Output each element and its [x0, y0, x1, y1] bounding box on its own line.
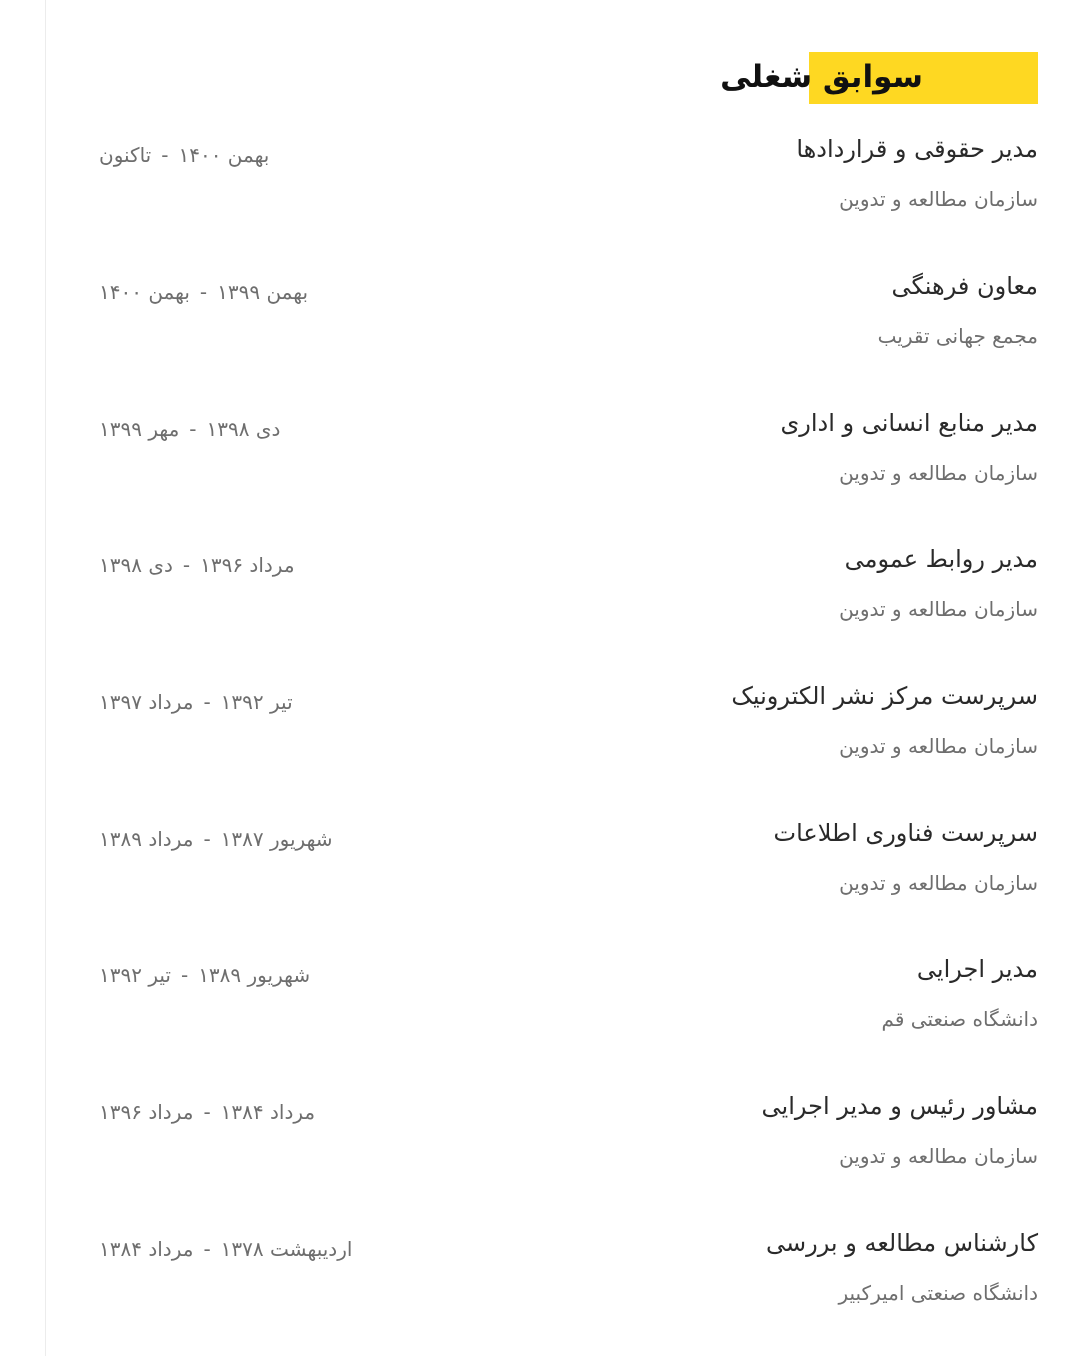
job-organization: مجمع جهانی تقریب: [877, 324, 1038, 348]
date-separator: -: [203, 1100, 211, 1124]
date-separator: -: [203, 690, 211, 714]
job-title: سرپرست مرکز نشر الکترونیک: [731, 682, 1038, 710]
job-entry: [0, 1226, 1067, 1346]
job-organization: دانشگاه صنعتی قم: [881, 1007, 1038, 1031]
section-title: سوابق شغلی: [720, 59, 923, 95]
job-organization: سازمان مطالعه و تدوین: [839, 1144, 1038, 1168]
job-date-range: [99, 550, 295, 580]
date-separator: -: [180, 963, 189, 987]
job-start-date: بهمن ۱۳۹۹: [217, 280, 309, 304]
job-start-date: شهریور ۱۳۸۹: [198, 963, 311, 987]
job-organization: سازمان مطالعه و تدوین: [839, 871, 1038, 895]
job-title: مدیر حقوقی و قراردادها: [796, 135, 1038, 163]
job-organization: سازمان مطالعه و تدوین: [839, 734, 1038, 758]
job-start-date: مرداد ۱۳۹۶: [200, 553, 295, 577]
job-start-date: دی ۱۳۹۸: [206, 417, 281, 441]
job-title: مدیر روابط عمومی: [844, 545, 1038, 573]
job-end-date: مرداد ۱۳۹۷: [99, 690, 194, 714]
job-date-range: [99, 1097, 315, 1127]
job-organization: سازمان مطالعه و تدوین: [839, 461, 1038, 485]
job-date-range: [99, 687, 293, 717]
job-start-date: تیر ۱۳۹۲: [220, 690, 293, 714]
job-title: مشاور رئیس و مدیر اجرایی: [761, 1092, 1038, 1120]
job-end-date: بهمن ۱۴۰۰: [99, 280, 190, 304]
job-title: سرپرست فناوری اطلاعات: [773, 819, 1038, 847]
job-title: کارشناس مطالعه و بررسی: [765, 1229, 1038, 1257]
job-entry: [0, 269, 1067, 389]
job-start-date: بهمن ۱۴۰۰: [178, 143, 270, 167]
job-date-range: [99, 960, 310, 990]
job-start-date: مرداد ۱۳۸۴: [220, 1100, 316, 1124]
job-end-date: مرداد ۱۳۸۴: [99, 1237, 194, 1261]
job-entry: [0, 406, 1067, 526]
date-separator: -: [199, 280, 208, 304]
date-separator: -: [203, 1237, 211, 1261]
date-separator: -: [161, 143, 169, 167]
job-end-date: مرداد ۱۳۸۹: [99, 827, 194, 851]
job-organization: سازمان مطالعه و تدوین: [839, 597, 1038, 621]
job-organization: دانشگاه صنعتی امیرکبیر: [838, 1281, 1038, 1305]
job-date-range: [99, 140, 269, 170]
job-title: مدیر اجرایی: [916, 955, 1038, 983]
job-end-date: مهر ۱۳۹۹: [99, 417, 180, 441]
date-separator: -: [189, 417, 197, 441]
job-title: معاون فرهنگی: [891, 272, 1038, 300]
section-header: [718, 52, 1038, 104]
job-date-range: [99, 824, 333, 854]
job-date-range: [99, 414, 280, 444]
job-start-date: اردیبهشت ۱۳۷۸: [220, 1237, 353, 1261]
job-end-date: دی ۱۳۹۸: [99, 553, 173, 577]
job-date-range: [99, 277, 308, 307]
job-end-date: مرداد ۱۳۹۶: [99, 1100, 194, 1124]
job-entry: [0, 132, 1067, 252]
job-date-range: [99, 1234, 352, 1264]
job-title: مدیر منابع انسانی و اداری: [780, 409, 1038, 437]
job-entry: [0, 816, 1067, 936]
job-organization: سازمان مطالعه و تدوین: [839, 187, 1038, 211]
job-entry: [0, 952, 1067, 1072]
date-separator: -: [203, 827, 211, 851]
job-start-date: شهریور ۱۳۸۷: [220, 827, 333, 851]
date-separator: -: [182, 553, 191, 577]
job-end-date: تاکنون: [99, 143, 152, 167]
job-entry: [0, 1089, 1067, 1209]
job-end-date: تیر ۱۳۹۲: [99, 963, 171, 987]
job-entry: [0, 542, 1067, 662]
job-entry: [0, 679, 1067, 799]
